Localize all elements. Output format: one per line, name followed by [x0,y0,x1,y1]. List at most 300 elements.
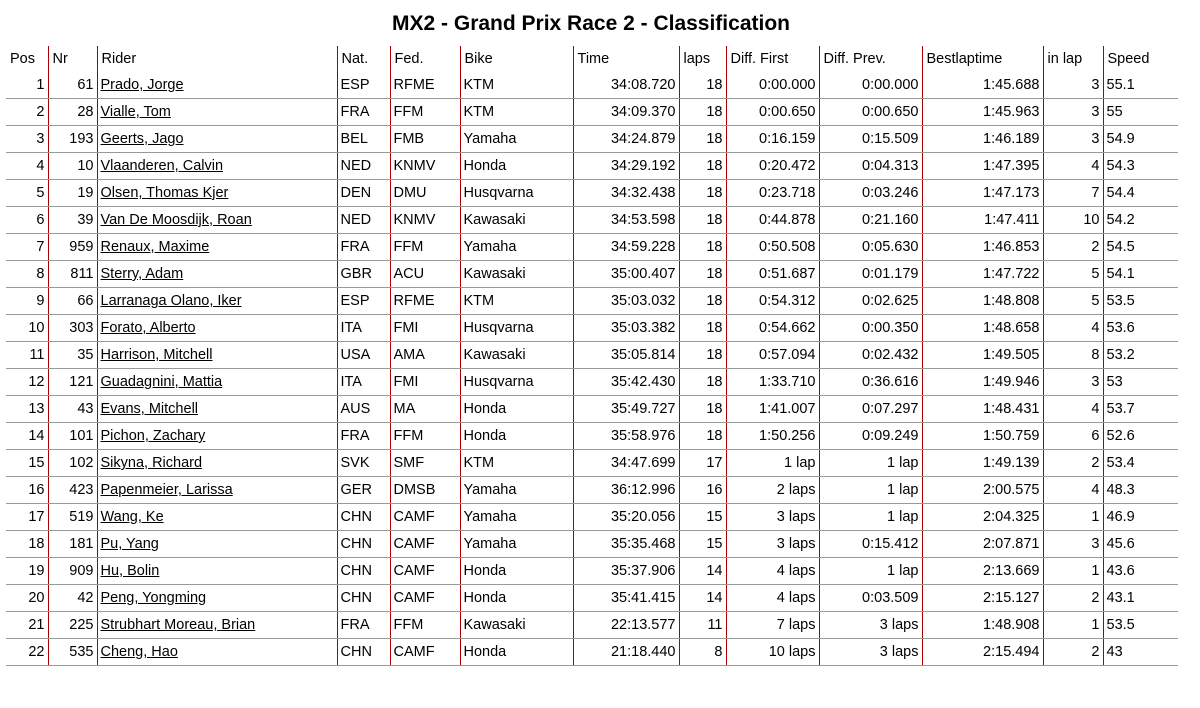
nr-cell: 19 [48,180,97,207]
time-cell: 35:35.468 [573,531,679,558]
speed-cell: 43 [1103,639,1178,666]
laps-cell: 8 [679,639,726,666]
diff-first-cell: 1 lap [726,450,819,477]
pos-cell: 22 [6,639,48,666]
fed-cell: RFME [390,72,460,99]
diff-prev-cell: 0:01.179 [819,261,922,288]
bestlaptime-cell: 2:00.575 [922,477,1043,504]
table-row [6,315,1178,342]
nat-cell: FRA [337,612,390,639]
speed-cell: 53.5 [1103,288,1178,315]
speed-cell: 55.1 [1103,72,1178,99]
bike-cell: Honda [460,423,573,450]
nat-cell: USA [337,342,390,369]
fed-cell: FMB [390,126,460,153]
table-row [6,612,1178,639]
in-lap-cell: 3 [1043,72,1103,99]
table-row [6,531,1178,558]
in-lap-cell: 4 [1043,315,1103,342]
laps-cell: 18 [679,153,726,180]
nr-cell: 42 [48,585,97,612]
nr-cell: 43 [48,396,97,423]
time-cell: 34:08.720 [573,72,679,99]
nr-cell: 303 [48,315,97,342]
diff-first-cell: 4 laps [726,585,819,612]
bike-cell: Husqvarna [460,315,573,342]
bestlaptime-cell: 2:15.127 [922,585,1043,612]
diff-prev-cell: 0:02.432 [819,342,922,369]
diff-prev-cell: 3 laps [819,612,922,639]
time-cell: 35:03.032 [573,288,679,315]
header-row [6,46,1178,72]
in-lap-cell: 2 [1043,450,1103,477]
bike-cell: Kawasaki [460,207,573,234]
in-lap-cell: 2 [1043,585,1103,612]
diff-first-cell: 0:20.472 [726,153,819,180]
fed-cell: FFM [390,234,460,261]
table-row [6,288,1178,315]
nr-cell: 225 [48,612,97,639]
nr-cell: 35 [48,342,97,369]
diff-prev-cell: 1 lap [819,558,922,585]
laps-cell: 14 [679,585,726,612]
pos-cell: 1 [6,72,48,99]
speed-cell: 53 [1103,369,1178,396]
fed-cell: KNMV [390,207,460,234]
fed-cell: FMI [390,315,460,342]
table-row [6,72,1178,99]
bestlaptime-cell: 1:47.395 [922,153,1043,180]
nat-cell: ESP [337,72,390,99]
in-lap-cell: 8 [1043,342,1103,369]
nat-cell: CHN [337,585,390,612]
diff-first-cell: 0:00.000 [726,72,819,99]
rider-link[interactable]: Papenmeier, Larissa [97,477,337,504]
fed-cell: MA [390,396,460,423]
time-cell: 34:32.438 [573,180,679,207]
table-row [6,207,1178,234]
pos-cell: 8 [6,261,48,288]
rider-link[interactable]: Wang, Ke [97,504,337,531]
diff-first-cell: 3 laps [726,531,819,558]
rider-link[interactable]: Harrison, Mitchell [97,342,337,369]
nr-cell: 28 [48,99,97,126]
bestlaptime-cell: 1:47.411 [922,207,1043,234]
pos-cell: 18 [6,531,48,558]
speed-cell: 54.2 [1103,207,1178,234]
col-header-bike: Bike [460,46,573,72]
nr-cell: 10 [48,153,97,180]
in-lap-cell: 5 [1043,288,1103,315]
diff-first-cell: 7 laps [726,612,819,639]
bike-cell: Husqvarna [460,180,573,207]
diff-first-cell: 1:33.710 [726,369,819,396]
bestlaptime-cell: 1:48.658 [922,315,1043,342]
speed-cell: 53.5 [1103,612,1178,639]
bestlaptime-cell: 1:49.946 [922,369,1043,396]
bike-cell: Honda [460,585,573,612]
bestlaptime-cell: 2:07.871 [922,531,1043,558]
table-body [6,72,1178,666]
nr-cell: 519 [48,504,97,531]
bike-cell: KTM [460,288,573,315]
bike-cell: Yamaha [460,531,573,558]
bike-cell: Kawasaki [460,342,573,369]
col-header-laps: laps [679,46,726,72]
nat-cell: GBR [337,261,390,288]
laps-cell: 18 [679,288,726,315]
table-row [6,369,1178,396]
time-cell: 35:03.382 [573,315,679,342]
diff-first-cell: 0:50.508 [726,234,819,261]
rider-link[interactable]: Van De Moosdijk, Roan [97,207,337,234]
fed-cell: CAMF [390,639,460,666]
diff-first-cell: 0:16.159 [726,126,819,153]
pos-cell: 21 [6,612,48,639]
laps-cell: 18 [679,72,726,99]
time-cell: 35:20.056 [573,504,679,531]
fed-cell: FFM [390,423,460,450]
col-header-time: Time [573,46,679,72]
table-row [6,180,1178,207]
pos-cell: 17 [6,504,48,531]
nat-cell: CHN [337,531,390,558]
nat-cell: FRA [337,234,390,261]
diff-prev-cell: 0:21.160 [819,207,922,234]
pos-cell: 16 [6,477,48,504]
col-header-nat: Nat. [337,46,390,72]
speed-cell: 45.6 [1103,531,1178,558]
diff-first-cell: 0:54.662 [726,315,819,342]
bestlaptime-cell: 1:46.853 [922,234,1043,261]
nat-cell: FRA [337,423,390,450]
table-row [6,99,1178,126]
diff-prev-cell: 3 laps [819,639,922,666]
rider-link[interactable]: Geerts, Jago [97,126,337,153]
col-header-diff-prev: Diff. Prev. [819,46,922,72]
nat-cell: FRA [337,99,390,126]
diff-prev-cell: 0:07.297 [819,396,922,423]
nr-cell: 66 [48,288,97,315]
rider-link[interactable]: Vialle, Tom [97,99,337,126]
pos-cell: 6 [6,207,48,234]
time-cell: 22:13.577 [573,612,679,639]
rider-link[interactable]: Guadagnini, Mattia [97,369,337,396]
nat-cell: ITA [337,369,390,396]
speed-cell: 54.3 [1103,153,1178,180]
table-row [6,423,1178,450]
pos-cell: 19 [6,558,48,585]
laps-cell: 18 [679,396,726,423]
diff-prev-cell: 0:05.630 [819,234,922,261]
speed-cell: 54.9 [1103,126,1178,153]
nat-cell: ITA [337,315,390,342]
diff-prev-cell: 0:15.509 [819,126,922,153]
in-lap-cell: 3 [1043,99,1103,126]
speed-cell: 54.1 [1103,261,1178,288]
in-lap-cell: 3 [1043,126,1103,153]
pos-cell: 12 [6,369,48,396]
diff-prev-cell: 0:00.350 [819,315,922,342]
bestlaptime-cell: 1:47.722 [922,261,1043,288]
speed-cell: 43.6 [1103,558,1178,585]
bike-cell: Yamaha [460,234,573,261]
classification-table [6,46,1178,666]
col-header-rider: Rider [97,46,337,72]
diff-prev-cell: 1 lap [819,504,922,531]
diff-prev-cell: 1 lap [819,477,922,504]
diff-first-cell: 1:41.007 [726,396,819,423]
bike-cell: Yamaha [460,504,573,531]
diff-prev-cell: 0:03.246 [819,180,922,207]
col-header-bestlaptime: Bestlaptime [922,46,1043,72]
rider-link[interactable]: Renaux, Maxime [97,234,337,261]
nr-cell: 61 [48,72,97,99]
pos-cell: 7 [6,234,48,261]
fed-cell: DMU [390,180,460,207]
diff-first-cell: 10 laps [726,639,819,666]
nat-cell: DEN [337,180,390,207]
pos-cell: 9 [6,288,48,315]
pos-cell: 14 [6,423,48,450]
speed-cell: 43.1 [1103,585,1178,612]
bike-cell: Honda [460,558,573,585]
laps-cell: 14 [679,558,726,585]
rider-link[interactable]: Larranaga Olano, Iker [97,288,337,315]
fed-cell: RFME [390,288,460,315]
diff-first-cell: 0:23.718 [726,180,819,207]
rider-link[interactable]: Olsen, Thomas Kjer [97,180,337,207]
bike-cell: Yamaha [460,477,573,504]
rider-link[interactable]: Pichon, Zachary [97,423,337,450]
col-header-nr: Nr [48,46,97,72]
laps-cell: 11 [679,612,726,639]
time-cell: 34:53.598 [573,207,679,234]
time-cell: 35:05.814 [573,342,679,369]
speed-cell: 54.4 [1103,180,1178,207]
laps-cell: 17 [679,450,726,477]
fed-cell: FFM [390,612,460,639]
laps-cell: 18 [679,180,726,207]
time-cell: 34:47.699 [573,450,679,477]
in-lap-cell: 5 [1043,261,1103,288]
fed-cell: CAMF [390,504,460,531]
in-lap-cell: 4 [1043,396,1103,423]
speed-cell: 54.5 [1103,234,1178,261]
in-lap-cell: 10 [1043,207,1103,234]
fed-cell: CAMF [390,585,460,612]
rider-link[interactable]: Vlaanderen, Calvin [97,153,337,180]
fed-cell: AMA [390,342,460,369]
pos-cell: 15 [6,450,48,477]
table-row [6,504,1178,531]
nr-cell: 959 [48,234,97,261]
pos-cell: 5 [6,180,48,207]
diff-prev-cell: 0:15.412 [819,531,922,558]
table-row [6,639,1178,666]
table-row [6,450,1178,477]
bestlaptime-cell: 1:49.139 [922,450,1043,477]
page-title: MX2 - Grand Prix Race 2 - Classification [392,12,790,35]
laps-cell: 18 [679,423,726,450]
diff-first-cell: 3 laps [726,504,819,531]
bike-cell: KTM [460,99,573,126]
pos-cell: 2 [6,99,48,126]
laps-cell: 15 [679,504,726,531]
fed-cell: DMSB [390,477,460,504]
nat-cell: CHN [337,504,390,531]
nr-cell: 39 [48,207,97,234]
time-cell: 35:49.727 [573,396,679,423]
table-row [6,585,1178,612]
rider-link[interactable]: Forato, Alberto [97,315,337,342]
table-row [6,558,1178,585]
diff-prev-cell: 0:04.313 [819,153,922,180]
pos-cell: 10 [6,315,48,342]
bike-cell: Yamaha [460,126,573,153]
time-cell: 35:58.976 [573,423,679,450]
laps-cell: 18 [679,126,726,153]
in-lap-cell: 6 [1043,423,1103,450]
nr-cell: 181 [48,531,97,558]
fed-cell: FFM [390,99,460,126]
col-header-fed: Fed. [390,46,460,72]
rider-link[interactable]: Cheng, Hao [97,639,337,666]
bestlaptime-cell: 1:47.173 [922,180,1043,207]
pos-cell: 13 [6,396,48,423]
time-cell: 35:00.407 [573,261,679,288]
nat-cell: NED [337,153,390,180]
nr-cell: 535 [48,639,97,666]
nr-cell: 909 [48,558,97,585]
nat-cell: ESP [337,288,390,315]
time-cell: 35:37.906 [573,558,679,585]
bike-cell: Honda [460,396,573,423]
speed-cell: 46.9 [1103,504,1178,531]
in-lap-cell: 3 [1043,369,1103,396]
fed-cell: KNMV [390,153,460,180]
col-header-pos: Pos [10,51,35,67]
col-header-diff-first: Diff. First [726,46,819,72]
diff-first-cell: 0:44.878 [726,207,819,234]
bike-cell: Husqvarna [460,369,573,396]
in-lap-cell: 2 [1043,639,1103,666]
table-row [6,153,1178,180]
diff-first-cell: 0:57.094 [726,342,819,369]
bestlaptime-cell: 1:45.963 [922,99,1043,126]
fed-cell: SMF [390,450,460,477]
in-lap-cell: 3 [1043,531,1103,558]
rider-link[interactable]: Pu, Yang [97,531,337,558]
time-cell: 21:18.440 [573,639,679,666]
bike-cell: KTM [460,72,573,99]
nr-cell: 811 [48,261,97,288]
fed-cell: CAMF [390,531,460,558]
bike-cell: Honda [460,639,573,666]
pos-cell: 4 [6,153,48,180]
laps-cell: 18 [679,315,726,342]
bestlaptime-cell: 1:48.908 [922,612,1043,639]
rider-link[interactable]: Evans, Mitchell [97,396,337,423]
speed-cell: 52.6 [1103,423,1178,450]
speed-cell: 53.2 [1103,342,1178,369]
laps-cell: 15 [679,531,726,558]
nat-cell: SVK [337,450,390,477]
bestlaptime-cell: 2:13.669 [922,558,1043,585]
pos-cell: 20 [6,585,48,612]
laps-cell: 18 [679,369,726,396]
laps-cell: 18 [679,342,726,369]
laps-cell: 16 [679,477,726,504]
in-lap-cell: 7 [1043,180,1103,207]
speed-cell: 55 [1103,99,1178,126]
pos-cell: 3 [6,126,48,153]
bike-cell: Kawasaki [460,612,573,639]
col-header-in-lap: in lap [1043,46,1103,72]
pos-cell: 11 [6,342,48,369]
speed-cell: 53.4 [1103,450,1178,477]
diff-first-cell: 4 laps [726,558,819,585]
table-row [6,396,1178,423]
rider-link[interactable]: Peng, Yongming [97,585,337,612]
rider-link[interactable]: Strubhart Moreau, Brian [97,612,337,639]
time-cell: 34:59.228 [573,234,679,261]
nr-cell: 121 [48,369,97,396]
table-row [6,477,1178,504]
rider-link[interactable]: Prado, Jorge [97,72,337,99]
nat-cell: CHN [337,558,390,585]
table-row [6,234,1178,261]
nr-cell: 193 [48,126,97,153]
rider-link[interactable]: Hu, Bolin [97,558,337,585]
rider-link[interactable]: Sikyna, Richard [97,450,337,477]
table-row [6,126,1178,153]
in-lap-cell: 1 [1043,558,1103,585]
time-cell: 35:42.430 [573,369,679,396]
in-lap-cell: 4 [1043,477,1103,504]
bike-cell: KTM [460,450,573,477]
nr-cell: 423 [48,477,97,504]
in-lap-cell: 1 [1043,504,1103,531]
table-row [6,261,1178,288]
bestlaptime-cell: 1:45.688 [922,72,1043,99]
nat-cell: GER [337,477,390,504]
bike-cell: Honda [460,153,573,180]
fed-cell: CAMF [390,558,460,585]
bestlaptime-cell: 1:50.759 [922,423,1043,450]
time-cell: 36:12.996 [573,477,679,504]
in-lap-cell: 4 [1043,153,1103,180]
table-row [6,342,1178,369]
diff-prev-cell: 0:00.650 [819,99,922,126]
diff-prev-cell: 0:36.616 [819,369,922,396]
laps-cell: 18 [679,234,726,261]
diff-prev-cell: 0:00.000 [819,72,922,99]
laps-cell: 18 [679,99,726,126]
time-cell: 34:29.192 [573,153,679,180]
bestlaptime-cell: 1:48.431 [922,396,1043,423]
diff-first-cell: 2 laps [726,477,819,504]
col-header-speed: Speed [1103,46,1178,72]
fed-cell: ACU [390,261,460,288]
diff-prev-cell: 1 lap [819,450,922,477]
bestlaptime-cell: 1:48.808 [922,288,1043,315]
nr-cell: 101 [48,423,97,450]
rider-link[interactable]: Sterry, Adam [97,261,337,288]
fed-cell: FMI [390,369,460,396]
diff-prev-cell: 0:03.509 [819,585,922,612]
bestlaptime-cell: 1:49.505 [922,342,1043,369]
